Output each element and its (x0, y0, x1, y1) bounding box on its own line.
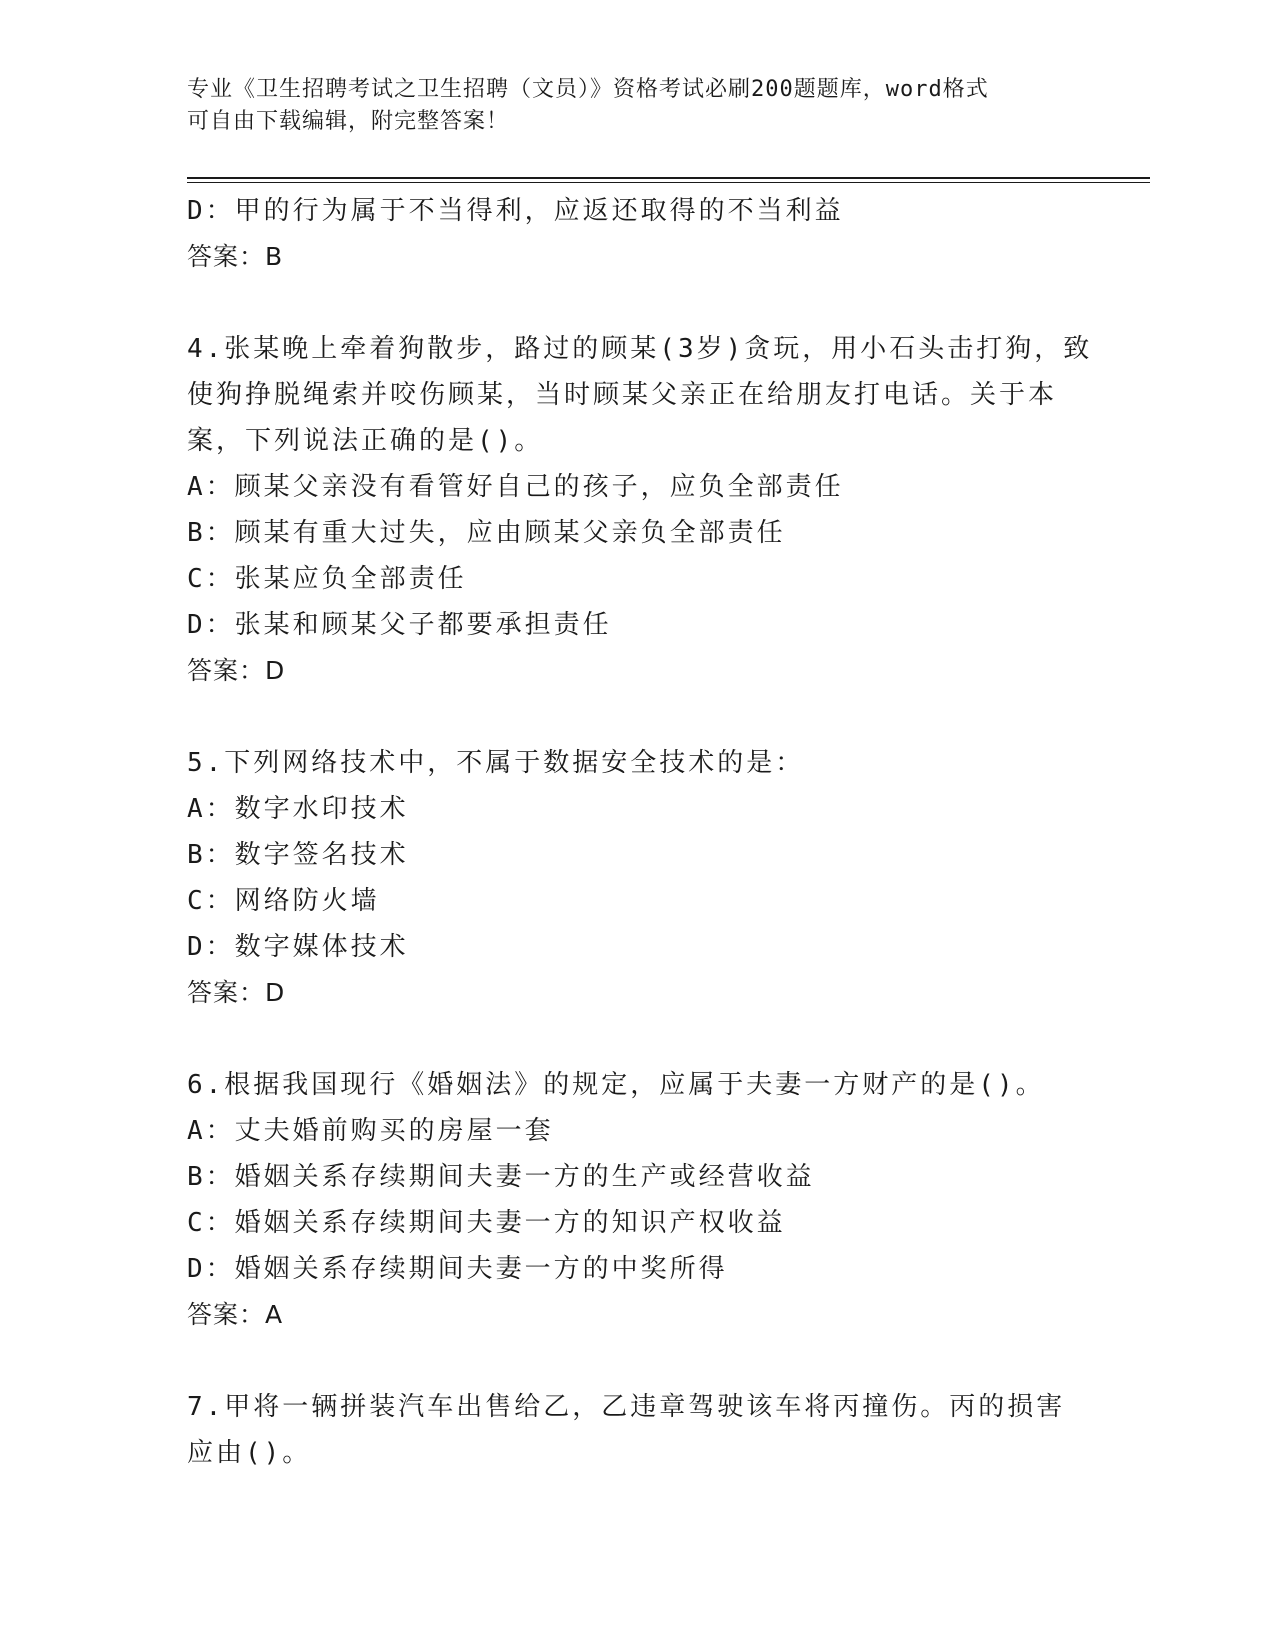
spacer (187, 1016, 1087, 1062)
q5-stem-line-1: 5.下列网络技术中，不属于数据安全技术的是： (187, 748, 805, 778)
q7-stem-line-2: 应由()。 (187, 1438, 312, 1468)
q6-option-a: A：丈夫婚前购买的房屋一套 (187, 1116, 554, 1146)
q3-option-d: D：甲的行为属于不当得利，应返还取得的不当利益 (187, 196, 844, 226)
document-body (187, 188, 1093, 1476)
q4-option-a: A：顾某父亲没有看管好自己的孩子，应负全部责任 (187, 472, 844, 502)
header-divider-thin (187, 182, 1150, 183)
q5-option-b: B：数字签名技术 (187, 840, 409, 870)
q4-option-c: C：张某应负全部责任 (187, 564, 467, 594)
q7-stem-line-1: 7.甲将一辆拼装汽车出售给乙，乙违章驾驶该车将丙撞伤。丙的损害 (187, 1392, 1066, 1422)
document-header (187, 74, 1067, 138)
header-line-1: 专业《卫生招聘考试之卫生招聘（文员）》资格考试必刷200题题库，word格式 (187, 77, 989, 102)
q4-answer: 答案：D (187, 656, 286, 685)
q6-option-d: D：婚姻关系存续期间夫妻一方的中奖所得 (187, 1254, 728, 1284)
spacer (187, 694, 1087, 740)
q6-stem-line-1: 6.根据我国现行《婚姻法》的规定，应属于夫妻一方财产的是()。 (187, 1070, 1045, 1100)
q6-answer: 答案：A (187, 1300, 284, 1329)
q5-option-c: C：网络防火墙 (187, 886, 380, 916)
q4-stem-line-1: 4.张某晚上牵着狗散步，路过的顾某(3岁)贪玩，用小石头击打狗，致 (187, 334, 1093, 364)
q5-option-d: D：数字媒体技术 (187, 932, 409, 962)
q6-option-b: B：婚姻关系存续期间夫妻一方的生产或经营收益 (187, 1162, 815, 1192)
q3-answer: 答案：B (187, 242, 284, 271)
q4-stem-line-3: 案，下列说法正确的是()。 (187, 426, 544, 456)
header-divider (187, 177, 1150, 179)
q4-option-d: D：张某和顾某父子都要承担责任 (187, 610, 612, 640)
header-line-2: 可自由下载编辑，附完整答案！ (187, 109, 510, 134)
q4-stem-line-2: 使狗挣脱绳索并咬伤顾某，当时顾某父亲正在给朋友打电话。关于本 (187, 380, 1058, 410)
q5-answer: 答案：D (187, 978, 286, 1007)
spacer (187, 280, 1087, 326)
q5-option-a: A：数字水印技术 (187, 794, 409, 824)
q4-option-b: B：顾某有重大过失，应由顾某父亲负全部责任 (187, 518, 786, 548)
q6-option-c: C：婚姻关系存续期间夫妻一方的知识产权收益 (187, 1208, 786, 1238)
spacer (187, 1338, 1087, 1384)
